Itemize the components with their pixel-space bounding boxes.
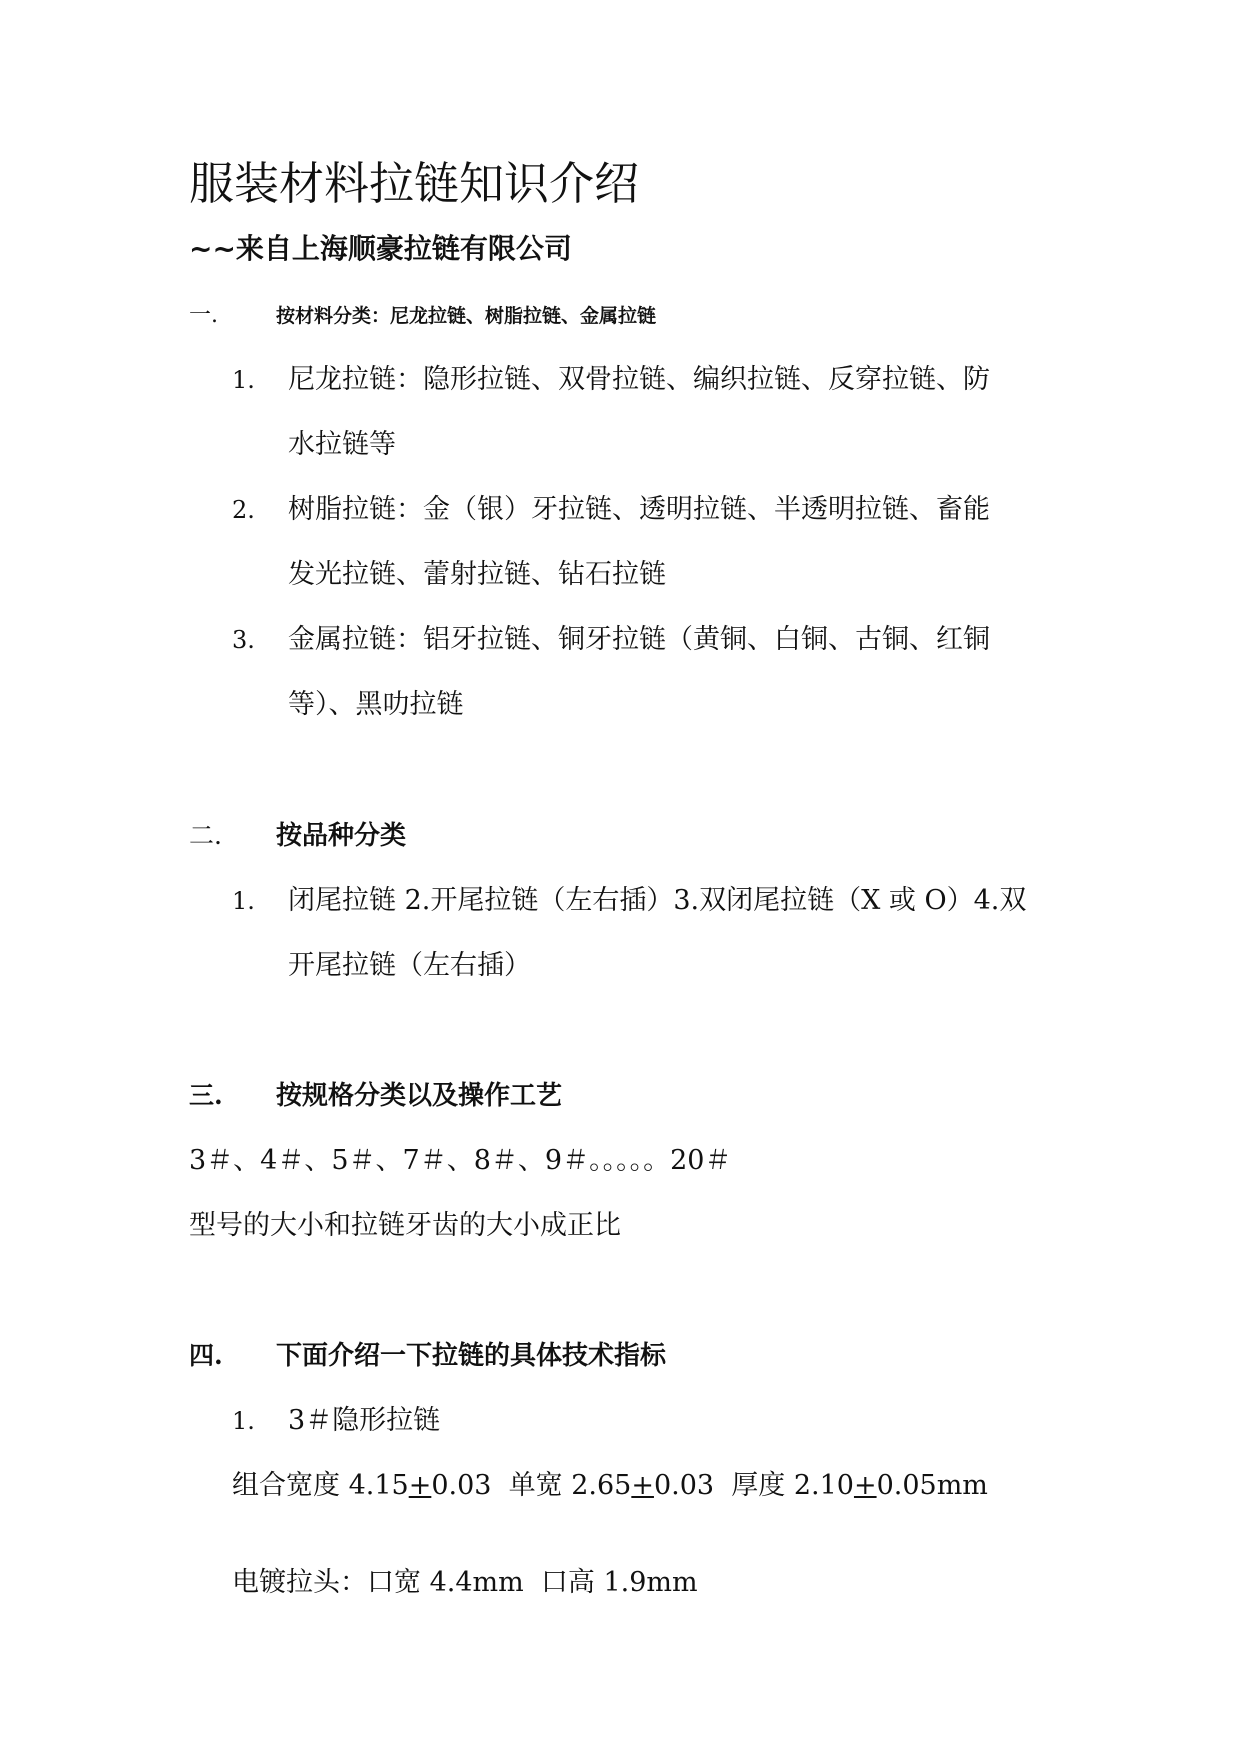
document-subtitle: ~~来自上海顺豪拉链有限公司 — [189, 232, 572, 265]
section2-title: 按品种分类 — [276, 821, 407, 851]
plus-minus-symbol: + — [853, 1470, 877, 1501]
section2-number: 二. — [189, 821, 222, 850]
section2-item1-number: 1. — [232, 887, 255, 915]
section4-item1-number: 1. — [232, 1407, 255, 1435]
section1-item3-line1: 金属拉链：铝牙拉链、铜牙拉链（黄铜、白铜、古铜、红铜 — [288, 624, 990, 655]
section1-item2-line1: 树脂拉链：金（银）牙拉链、透明拉链、半透明拉链、畜能 — [288, 494, 990, 525]
section1-title: 按材料分类：尼龙拉链、树脂拉链、金属拉链 — [276, 305, 657, 327]
spec-single-width-tolerance: 0.03 — [653, 1470, 715, 1501]
section4-item1-title: 3＃隐形拉链 — [288, 1405, 441, 1436]
section3-description: 型号的大小和拉链牙齿的大小成正比 — [189, 1210, 621, 1241]
spec-line — [232, 1468, 988, 1504]
section4-number: 四. — [189, 1341, 223, 1370]
section4-title: 下面介绍一下拉链的具体技术指标 — [276, 1341, 667, 1371]
section3-number: 三. — [189, 1081, 223, 1110]
spec-thickness: 厚度 2.10 — [714, 1470, 854, 1501]
section1-item2-number: 2. — [232, 496, 255, 524]
section2-item1-line1: 闭尾拉链 2.开尾拉链（左右插）3.双闭尾拉链（X 或 O）4.双 — [288, 885, 1027, 916]
plus-minus-symbol: + — [631, 1470, 654, 1501]
puller-spec-line: 电镀拉头：口宽 4.4mm 口高 1.9mm — [232, 1567, 698, 1598]
section1-item1-line1: 尼龙拉链：隐形拉链、双骨拉链、编织拉链、反穿拉链、防 — [288, 364, 990, 395]
section1-item1-number: 1. — [232, 366, 255, 394]
section1-item1-line2: 水拉链等 — [288, 429, 396, 460]
spec-thickness-tolerance: 0.05mm — [876, 1470, 988, 1501]
section1-item2-line2: 发光拉链、蕾射拉链、钻石拉链 — [288, 559, 666, 590]
spec-single-width: 单宽 2.65 — [491, 1470, 632, 1501]
section3-sizes-line: 3＃、4＃、5＃、7＃、8＃、9＃。。。。。20＃ — [189, 1145, 732, 1176]
spec-combined-width-tolerance: 0.03 — [431, 1470, 492, 1501]
document-title: 服装材料拉链知识介绍 — [189, 157, 640, 210]
section1-item3-line2: 等）、黑叻拉链 — [288, 689, 464, 720]
section1-item3-number: 3. — [232, 626, 255, 654]
plus-minus-symbol: + — [408, 1470, 432, 1501]
spec-combined-width: 组合宽度 4.15 — [232, 1470, 409, 1501]
section3-title: 按规格分类以及操作工艺 — [276, 1081, 563, 1111]
section2-item1-line2: 开尾拉链（左右插） — [288, 950, 531, 981]
section1-number: 一. — [189, 303, 218, 328]
